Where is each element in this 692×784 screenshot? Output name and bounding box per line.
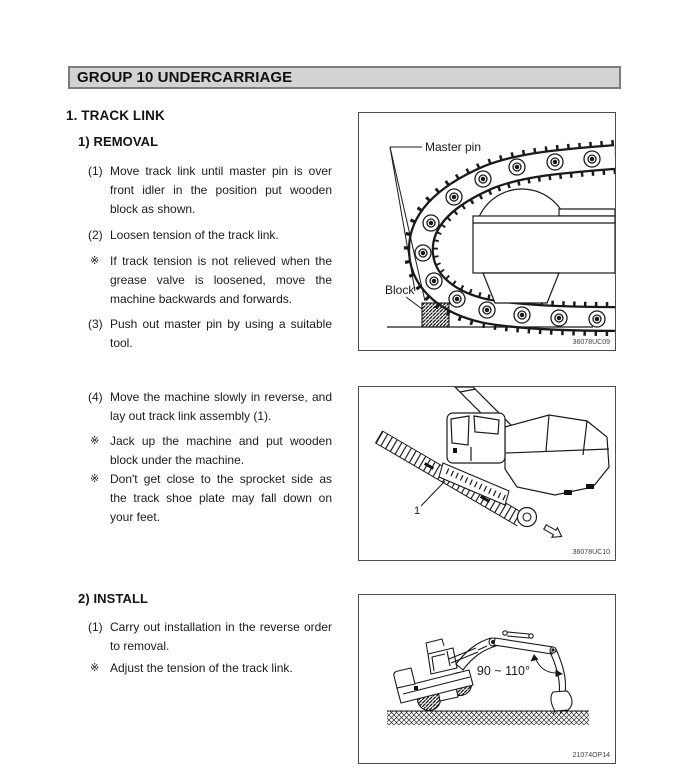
procedure-step — [88, 388, 332, 426]
group-header-title: GROUP 10 UNDERCARRIAGE — [77, 69, 293, 86]
figure-code: 36078UC09 — [572, 339, 610, 346]
note-marker: ※ — [90, 255, 100, 267]
part-leader — [421, 481, 445, 506]
figure-code: 36078UC10 — [572, 549, 610, 556]
cab — [426, 639, 457, 674]
undercarriage-frame — [439, 463, 509, 505]
front-idler — [518, 508, 537, 527]
track-removal-illustration — [359, 113, 615, 350]
arm — [494, 631, 556, 654]
step-text: Move the machine slowly in reverse, and lay out track link assembly (1). — [110, 390, 332, 423]
step-text: Move track link until master pin is over front idler in the position put wooden block as shown. — [110, 164, 332, 216]
group-header-bar — [68, 66, 621, 89]
upper-body — [505, 415, 609, 495]
removal-steps — [88, 162, 332, 527]
figure-boom-angle — [358, 594, 616, 764]
step-text: Push out master pin by using a suitable tool. — [110, 317, 332, 350]
note-text: Don't get close to the sprocket side as the track shoe plate may fall down on your feet. — [110, 472, 332, 524]
step-text: Loosen tension of the track link. — [110, 228, 279, 242]
step-marker: (1) — [88, 620, 103, 634]
machine-body — [473, 209, 615, 303]
step-text: Carry out installation in the reverse order to removal. — [110, 620, 332, 653]
note-marker: ※ — [90, 435, 100, 447]
procedure-step — [88, 618, 332, 656]
wooden-block — [422, 303, 449, 327]
step-marker: (3) — [88, 317, 103, 331]
boom-angle-illustration — [359, 595, 615, 763]
step-marker: (4) — [88, 390, 103, 404]
note-marker: ※ — [90, 473, 100, 485]
install-heading: 2) INSTALL — [78, 591, 149, 606]
cab — [447, 413, 505, 463]
note-text: Adjust the tension of the track link. — [110, 661, 293, 675]
figure-track-removal — [358, 112, 616, 351]
procedure-step — [88, 226, 332, 245]
section-title: 1. TRACK LINK — [66, 108, 165, 123]
note-item — [88, 432, 332, 470]
figure-code: 21074OP14 — [572, 752, 610, 759]
figure-track-layout — [358, 386, 616, 561]
step-marker: (2) — [88, 228, 103, 242]
note-item — [88, 470, 332, 527]
angle-arc — [531, 654, 564, 677]
removal-heading: 1) REMOVAL — [78, 134, 159, 149]
block-label: Block — [385, 283, 415, 297]
procedure-step — [88, 162, 332, 219]
install-steps — [88, 618, 332, 678]
procedure-step — [88, 315, 332, 353]
step-marker: (1) — [88, 164, 103, 178]
part-number-label: 1 — [414, 505, 421, 517]
note-marker: ※ — [90, 662, 100, 674]
ground-hatch — [387, 711, 589, 725]
angle-label: 90 ~ 110° — [476, 664, 530, 678]
master-pin-label: Master pin — [425, 140, 482, 154]
note-item — [88, 659, 332, 678]
block-leader — [406, 297, 422, 309]
note-text: Jack up the machine and put wooden block under the machine. — [110, 434, 332, 467]
direction-arrow-icon — [544, 525, 562, 538]
note-text: If track tension is not relieved when the grease valve is loosened, move the machine backwards and forwards. — [110, 254, 332, 306]
track-layout-illustration — [359, 387, 615, 560]
note-item — [88, 252, 332, 309]
